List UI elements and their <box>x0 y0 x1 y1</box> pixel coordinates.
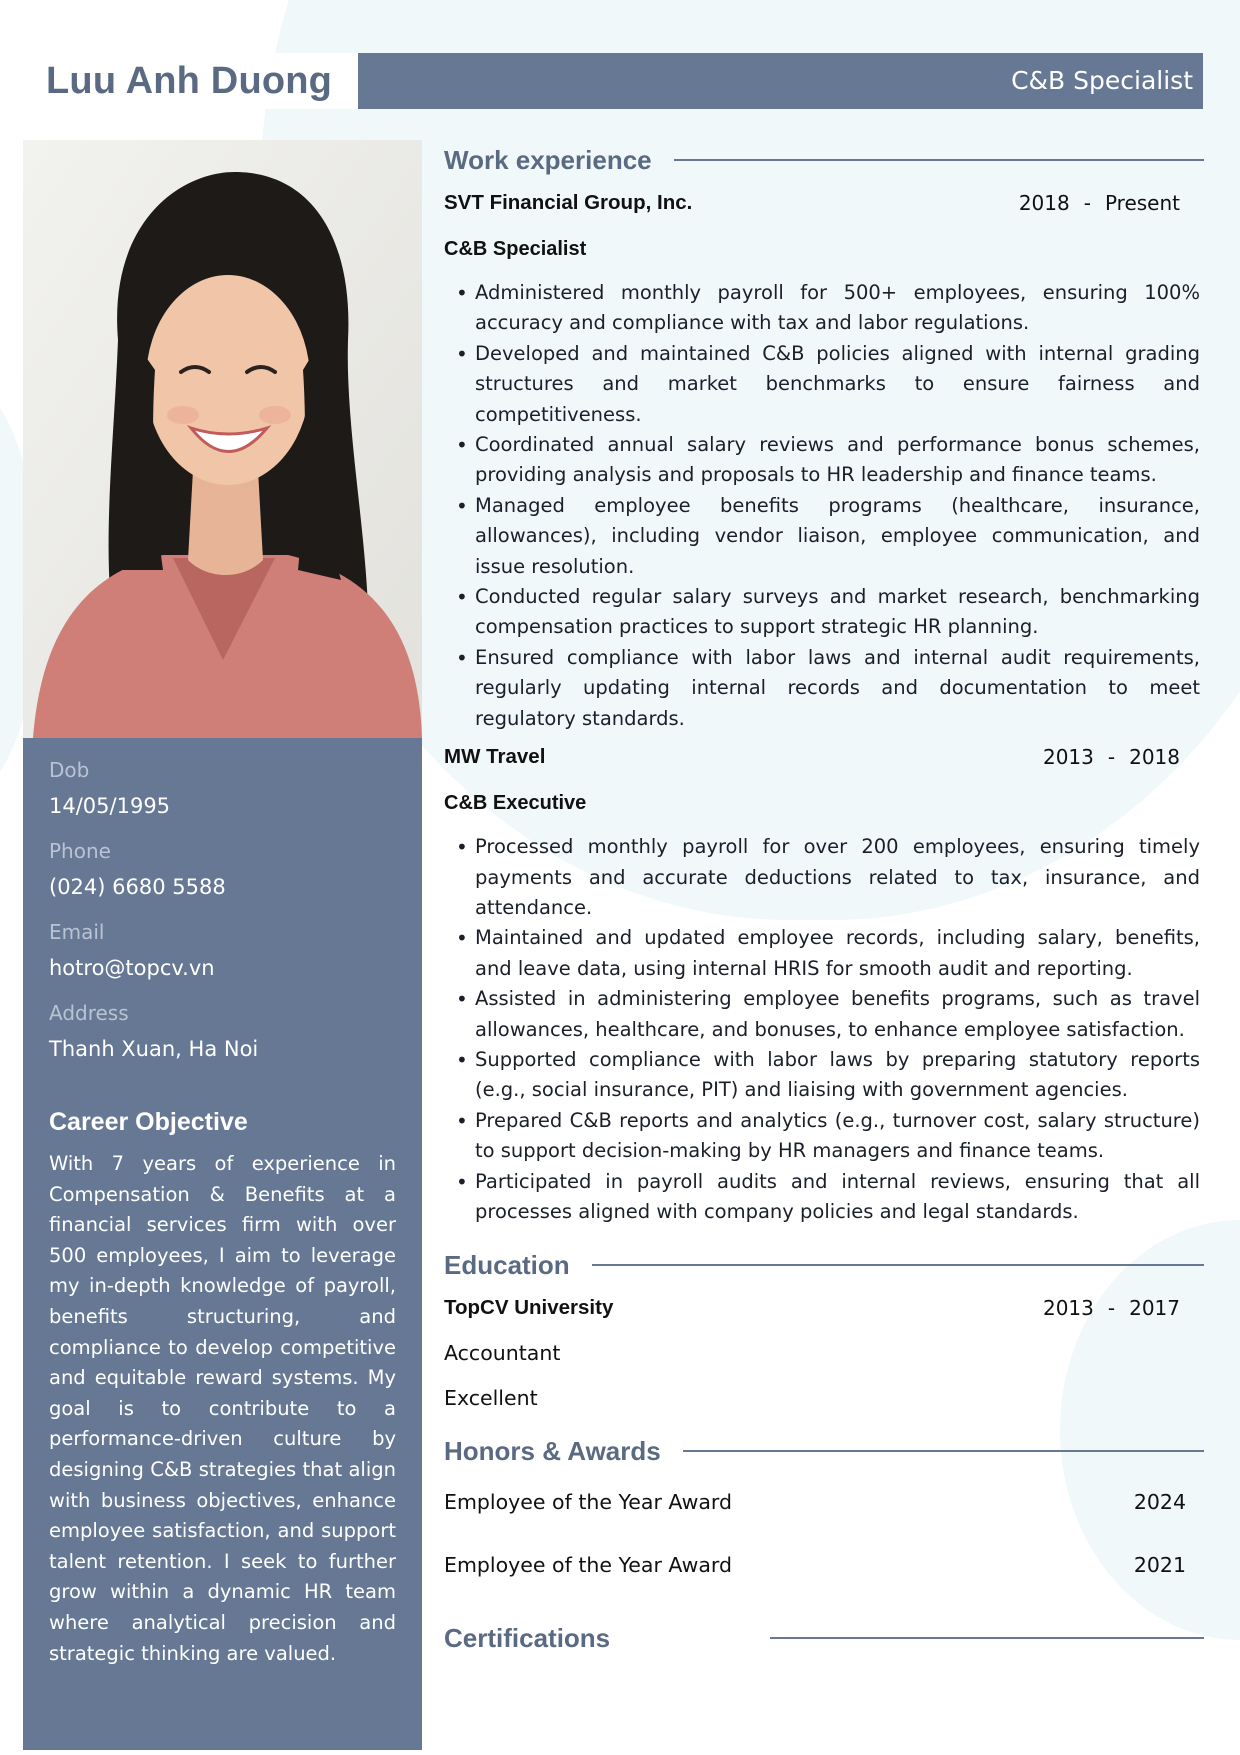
candidate-name: Luu Anh Duong <box>40 53 358 109</box>
education-major: Accountant <box>444 1341 561 1366</box>
date-separator: - <box>1107 1296 1116 1321</box>
section-divider <box>592 1264 1204 1266</box>
section-title: Education <box>444 1249 570 1280</box>
section-title: Certifications <box>444 1622 611 1653</box>
profile-photo <box>23 140 422 738</box>
address-value: Thanh Xuan, Ha Noi <box>49 1037 259 1061</box>
award-item <box>444 1550 1204 1580</box>
award-year: 2024 <box>1133 1490 1186 1515</box>
position-title-bar <box>358 53 1203 109</box>
education-end: 2017 <box>1129 1296 1180 1321</box>
job-header <box>444 188 1204 218</box>
education-row <box>444 1293 1204 1323</box>
job-bullet: • Managed employee benefits programs (healthcare, insurance, allowances), including vendor liaison, employee communication, and issue resolution. <box>456 491 1204 582</box>
job-role: C&B Specialist <box>444 238 587 260</box>
job-dates <box>1043 745 1204 769</box>
job-bullet: • Participated in payroll audits and internal reviews, ensuring that all processes aligned with company policies and legal standards. <box>456 1167 1204 1228</box>
awards-header <box>444 1431 1204 1471</box>
job-header <box>444 742 1204 772</box>
dob-value: 14/05/1995 <box>49 794 171 818</box>
dob-label: Dob <box>49 758 90 782</box>
main-content <box>444 140 1204 1658</box>
job-dates <box>1019 191 1204 215</box>
job-end: 2018 <box>1129 745 1180 770</box>
award-name: Employee of the Year Award <box>444 1553 733 1578</box>
award-year: 2021 <box>1133 1553 1186 1578</box>
section-divider <box>674 159 1204 161</box>
phone-value: (024) 6680 5588 <box>49 875 226 899</box>
career-objective-text: With 7 years of experience in Compensation & Benefits at a financial services firm with over 500 employees, I aim to leverage my in-depth knowledge of payroll, benefits structuring, and compliance to develop competitive and equitable reward systems. My goal is to contribute to a performance-driven culture by designing C&B strategies that align with business objectives, enhance employee satisfaction, and support talent retention. I seek to further grow within a dynamic HR team where analytical precision and strategic thinking are valued. <box>49 1152 396 1665</box>
job-bullet: • Administered monthly payroll for 500+ employees, ensuring 100% accuracy and compliance with tax and labor regulations. <box>456 278 1204 339</box>
school-name: TopCV University <box>444 1296 614 1320</box>
job-bullet: • Processed monthly payroll for over 200 employees, ensuring timely payments and accurate deductions related to tax, insurance, and attendance. <box>456 832 1204 923</box>
section-title: Work experience <box>444 144 652 175</box>
job-bullet: • Developed and maintained C&B policies aligned with internal grading structures and market benchmarks to ensure fairness and competitiveness. <box>456 339 1204 430</box>
job-bullet: • Supported compliance with labor laws by preparing statutory reports (e.g., social insurance, PIT) and liaising with government agencies. <box>456 1045 1204 1106</box>
job-bullet: • Coordinated annual salary reviews and performance bonus schemes, providing analysis and proposals to HR leadership and finance teams. <box>456 430 1204 491</box>
email-label: Email <box>49 920 105 944</box>
job-bullets <box>444 278 1204 734</box>
education-start: 2013 <box>1042 1296 1094 1321</box>
education-header <box>444 1245 1204 1285</box>
job-bullet: • Assisted in administering employee benefits programs, such as travel allowances, healthcare, and bonuses, to enhance employee satisfaction. <box>456 984 1204 1045</box>
address-label: Address <box>49 1001 129 1025</box>
job-role: C&B Executive <box>444 792 587 815</box>
job-bullet: • Ensured compliance with labor laws and internal audit requirements, regularly updating internal records and documentation to meet regulatory standards. <box>456 643 1204 734</box>
job-bullet: • Prepared C&B reports and analytics (e.g., turnover cost, salary structure) to support decision-making by HR managers and finance teams. <box>456 1106 1204 1167</box>
sidebar <box>23 738 422 1750</box>
email-value: hotro@topcv.vn <box>49 956 215 980</box>
job-start: 2013 <box>1042 745 1094 770</box>
job-bullet: • Maintained and updated employee records, including salary, benefits, and leave data, using internal HRIS for smooth audit and reporting. <box>456 923 1204 984</box>
job-bullets <box>444 832 1204 1227</box>
section-divider <box>770 1637 1204 1639</box>
award-item <box>444 1487 1204 1517</box>
work-experience-header <box>444 140 1204 180</box>
job-company: SVT Financial Group, Inc. <box>444 191 693 214</box>
award-name: Employee of the Year Award <box>444 1490 733 1515</box>
job-start: 2018 <box>1018 191 1070 215</box>
position-title: C&B Specialist <box>1011 66 1193 95</box>
date-separator: - <box>1107 745 1116 770</box>
date-separator: - <box>1083 191 1091 215</box>
portrait-icon <box>23 140 422 738</box>
phone-label: Phone <box>49 839 111 863</box>
education-dates <box>1043 1296 1204 1320</box>
section-divider <box>683 1450 1204 1452</box>
job-end: Present <box>1104 191 1180 215</box>
career-objective-title: Career Objective <box>49 1108 248 1136</box>
section-title: Honors & Awards <box>444 1435 661 1466</box>
certifications-header <box>444 1618 1204 1658</box>
job-company: MW Travel <box>444 745 546 769</box>
job-bullet: • Conducted regular salary surveys and market research, benchmarking compensation practices to support strategic HR planning. <box>456 582 1204 643</box>
education-grade: Excellent <box>444 1386 538 1411</box>
